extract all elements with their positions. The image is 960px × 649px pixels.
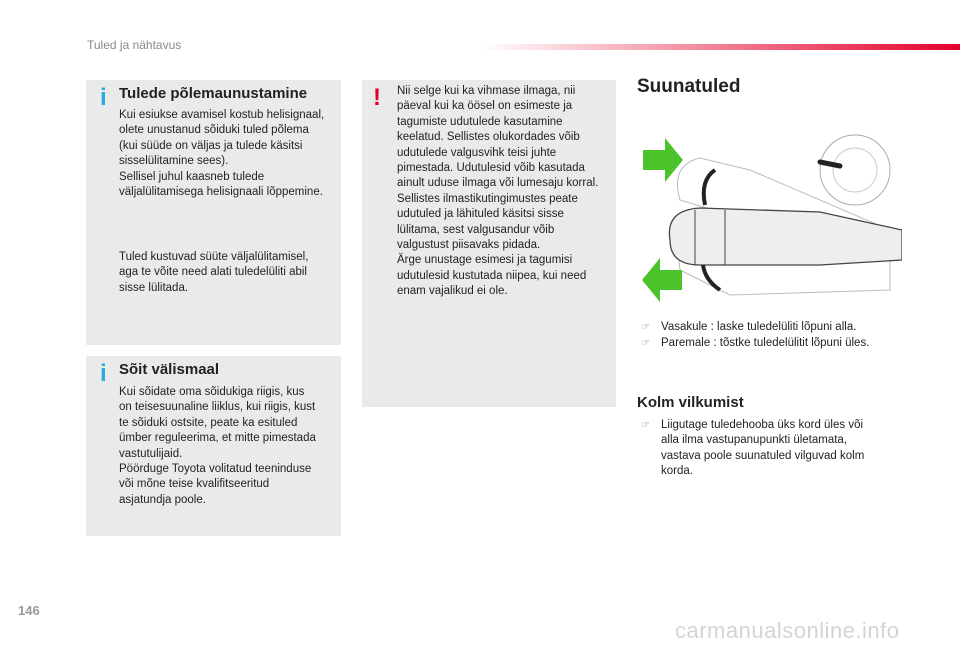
list-item: ☞ Liigutage tuledehooba üks kord üles või alla ilma vastupanupunkti ületamata, vastava poole suunatuled vilguvad kolm korda.	[641, 419, 865, 478]
pointer-bullet-icon: ☞	[641, 420, 650, 431]
indicator-stalk-illustration	[640, 130, 902, 305]
box-text: Kui esiukse avamisel kostub helisignaal, olete unustanud sõiduki tuled põlema (kui süüde on väljas ja tulede käsitsi sisselülitamine sees). Sellisel juhul kaasneb tulede väljalülitamisega helisignaali lõppemine.	[119, 109, 325, 199]
info-icon: i	[100, 84, 107, 111]
box-text: Tuled kustuvad süüte väljalülitamisel, aga te võite need alati tuledelüliti abil sisse lülitada.	[119, 251, 309, 294]
page-number: 146	[18, 603, 40, 618]
right-arrow-icon	[643, 138, 683, 182]
list-item: ☞ Paremale : tõstke tuledelülitit lõpuni üles.	[637, 336, 869, 351]
section-header: Tuled ja nähtavus	[87, 38, 182, 52]
warning-icon: !	[373, 84, 381, 111]
box-text: Nii selge kui ka vihmase ilmaga, nii päeval kui ka öösel on esimeste ja tagumiste udutulede kasutamine keelatud. Sellistes olukordades võib udutulede valgusvihk teisi juhte pimestada. Udutulesid võib kasutada ainult uduse ilmaga või lumesaju korral. Sellistes ilmastikutingimustes peate udutuled ja lähituled käsitsi sisse lülitama, sest valgusandur võib valgustust piisavaks pidada. Ärge unustage esimesi ja tagumisi udutulesid kustutada niipea, kui need enam vajalikud ei ole.	[397, 85, 599, 298]
info-icon: i	[100, 360, 107, 387]
section-subtitle: Kolm vilkumist	[637, 394, 744, 411]
box-text: Kui sõidate oma sõidukiga riigis, kus on teisesuunaline liiklus, kui riigis, kust te sõiduki ostsite, peate ka esituled ümber reguleerima, et mitte pimestada vastutulijaid. Pöörduge Toyota volitatud teeninduse või mõne teise kvalifitseeritud asjatundja poole.	[119, 386, 316, 506]
pointer-bullet-icon: ☞	[641, 338, 650, 349]
box-title: Tulede põlemaunustamine	[119, 85, 308, 102]
page-title: Suunatuled	[637, 76, 741, 97]
header-gradient-bar	[480, 44, 960, 50]
list-item: ☞ Vasakule : laske tuledelüliti lõpuni alla.	[637, 320, 856, 335]
box-title: Sõit välismaal	[119, 361, 220, 378]
pointer-bullet-icon: ☞	[641, 322, 650, 333]
left-arrow-icon	[642, 258, 682, 302]
watermark: carmanualsonline.info	[675, 618, 900, 643]
